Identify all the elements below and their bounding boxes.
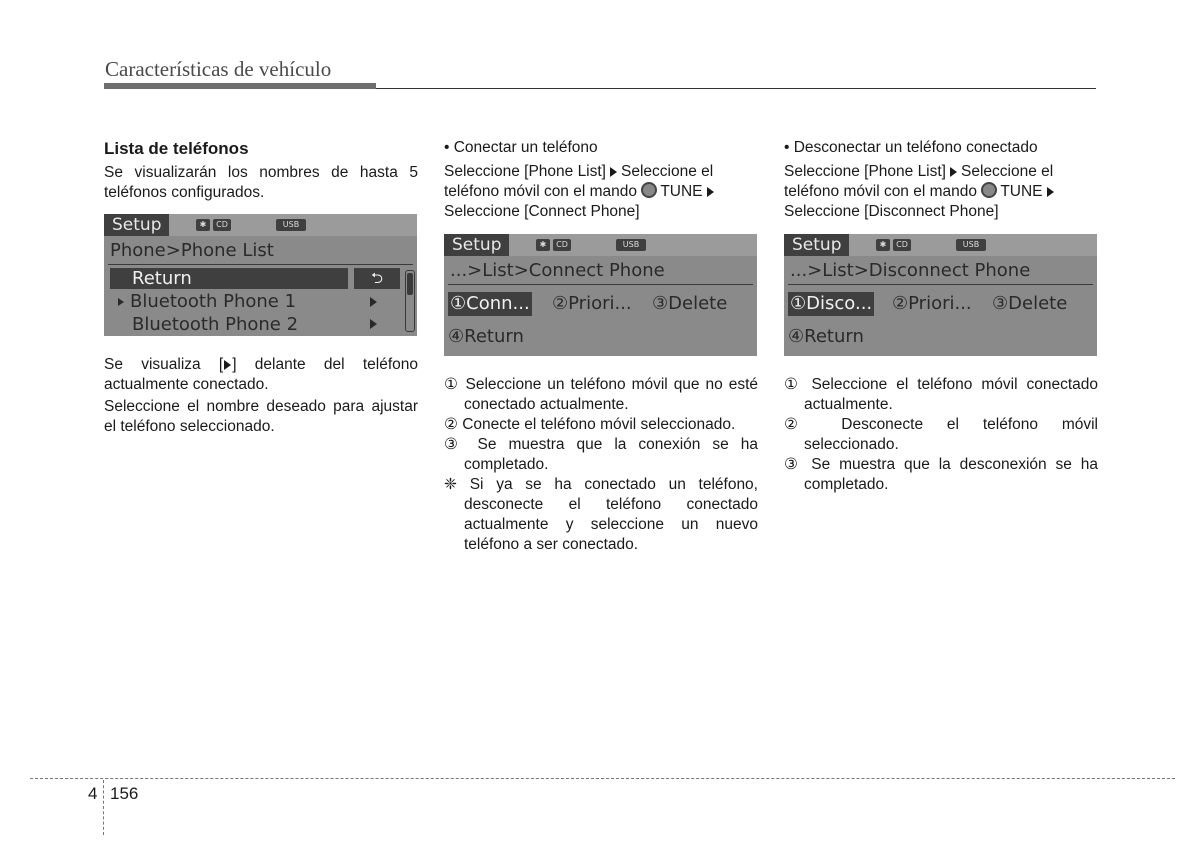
phone-name: Bluetooth Phone 1 [130, 291, 297, 312]
step-2: ② Conecte el teléfono móvil seleccionado. [444, 416, 736, 433]
connect-option[interactable]: ①Conn... [450, 293, 530, 314]
section-heading: Lista de teléfonos [104, 139, 249, 158]
delete-option[interactable]: ③Delete [992, 293, 1068, 314]
step-3: ③ Se muestra que la desconexión se ha completado. [784, 456, 1098, 493]
instr-step: Seleccione [Phone List] [784, 163, 946, 180]
column-phone-list-notes [104, 355, 418, 437]
tune-label: TUNE [660, 183, 703, 200]
instr-step: Seleccione [Connect Phone] [444, 203, 640, 220]
step-arrow-icon [950, 167, 957, 177]
screen-divider [788, 284, 1093, 285]
header-rule-thin [376, 88, 1096, 89]
return-option[interactable]: ④Return [788, 326, 864, 347]
screen-path: ...>List>Disconnect Phone [790, 260, 1031, 281]
instr-step: Seleccione [Phone List] [444, 163, 606, 180]
column-connect-phone [444, 138, 758, 222]
tune-label: TUNE [1000, 183, 1043, 200]
scrollbar-thumb[interactable] [407, 273, 413, 295]
instr-step: Seleccione el teléfono móvil con el mando [444, 163, 714, 200]
screen-path: Phone>Phone List [110, 240, 274, 261]
bluetooth-icon: ✱ [876, 239, 890, 251]
intro-text: Se visualizarán los nombres de hasta 5 teléfonos configurados. [104, 164, 418, 201]
screen-path: ...>List>Connect Phone [450, 260, 665, 281]
step-3: ③ Se muestra que la conexión se ha completado. [444, 436, 758, 473]
return-option[interactable] [110, 268, 348, 289]
tune-knob-icon [641, 182, 657, 198]
select-note: Seleccione el nombre deseado para ajustar el teléfono seleccionado. [104, 398, 418, 435]
connect-steps [444, 375, 758, 555]
step-1: ① Seleccione el teléfono móvil conectado actualmente. [784, 376, 1098, 413]
page-number: 156 [110, 784, 139, 803]
screen-divider [448, 284, 753, 285]
connected-indicator-icon [118, 298, 124, 306]
instr-step: Seleccione [Disconnect Phone] [784, 203, 999, 220]
setup-label: Setup [784, 234, 849, 256]
delete-option[interactable]: ③Delete [652, 293, 728, 314]
chevron-right-icon [370, 319, 377, 329]
connect-phone-screen [444, 234, 757, 356]
phone-name: Bluetooth Phone 2 [132, 314, 299, 335]
header-rule [104, 83, 376, 89]
phone-list-item[interactable] [132, 314, 372, 335]
connected-note [104, 355, 418, 395]
return-option[interactable]: ④Return [448, 326, 524, 347]
section-heading: • Desconectar un teléfono conectado [784, 139, 1038, 156]
priority-option[interactable]: ②Priori... [552, 293, 632, 314]
cd-icon: CD [553, 239, 571, 251]
cd-icon: CD [213, 219, 231, 231]
column-phone-list [104, 138, 418, 203]
instr-step: Seleccione el teléfono móvil con el mando [784, 163, 1054, 200]
usb-icon: USB [956, 239, 986, 251]
phone-list-screen [104, 214, 417, 336]
return-arrow-icon[interactable]: ⮌ [354, 268, 400, 289]
instructions [784, 162, 1098, 222]
return-label: Return [132, 268, 192, 289]
setup-label: Setup [104, 214, 169, 236]
chapter-number: 4 [88, 784, 98, 803]
scrollbar[interactable] [405, 270, 415, 332]
play-arrow-icon [224, 360, 231, 370]
usb-icon: USB [276, 219, 306, 231]
instructions [444, 162, 758, 222]
bluetooth-icon: ✱ [196, 219, 210, 231]
step-arrow-icon [707, 187, 714, 197]
note: ❈ Si ya se ha conectado un teléfono, desconecte el teléfono conectado actualmente y seleccione un nuevo teléfono a ser conectado. [444, 476, 758, 553]
page-header-title: Características de vehículo [105, 57, 332, 81]
priority-option[interactable]: ②Priori... [892, 293, 972, 314]
step-arrow-icon [610, 167, 617, 177]
tune-knob-icon [981, 182, 997, 198]
chevron-right-icon [370, 297, 377, 307]
note-text-start: Se visualiza [ [104, 356, 224, 373]
column-disconnect-phone [784, 138, 1098, 222]
footer-rule [30, 778, 1175, 779]
step-1: ① Seleccione un teléfono móvil que no esté conectado actualmente. [444, 376, 758, 413]
setup-label: Setup [444, 234, 509, 256]
note-text-end: ] delante del teléfono actualmente conectado. [104, 356, 419, 393]
disconnect-phone-screen [784, 234, 1097, 356]
screen-divider [108, 264, 413, 265]
usb-icon: USB [616, 239, 646, 251]
disconnect-option[interactable]: ①Disco... [790, 293, 873, 314]
section-heading: • Conectar un teléfono [444, 139, 598, 156]
step-2: ② Desconecte el teléfono móvil seleccionado. [784, 416, 1098, 453]
step-arrow-icon [1047, 187, 1054, 197]
footer-divider [103, 780, 104, 835]
phone-list-item[interactable] [118, 291, 378, 312]
disconnect-steps [784, 375, 1098, 495]
bluetooth-icon: ✱ [536, 239, 550, 251]
cd-icon: CD [893, 239, 911, 251]
